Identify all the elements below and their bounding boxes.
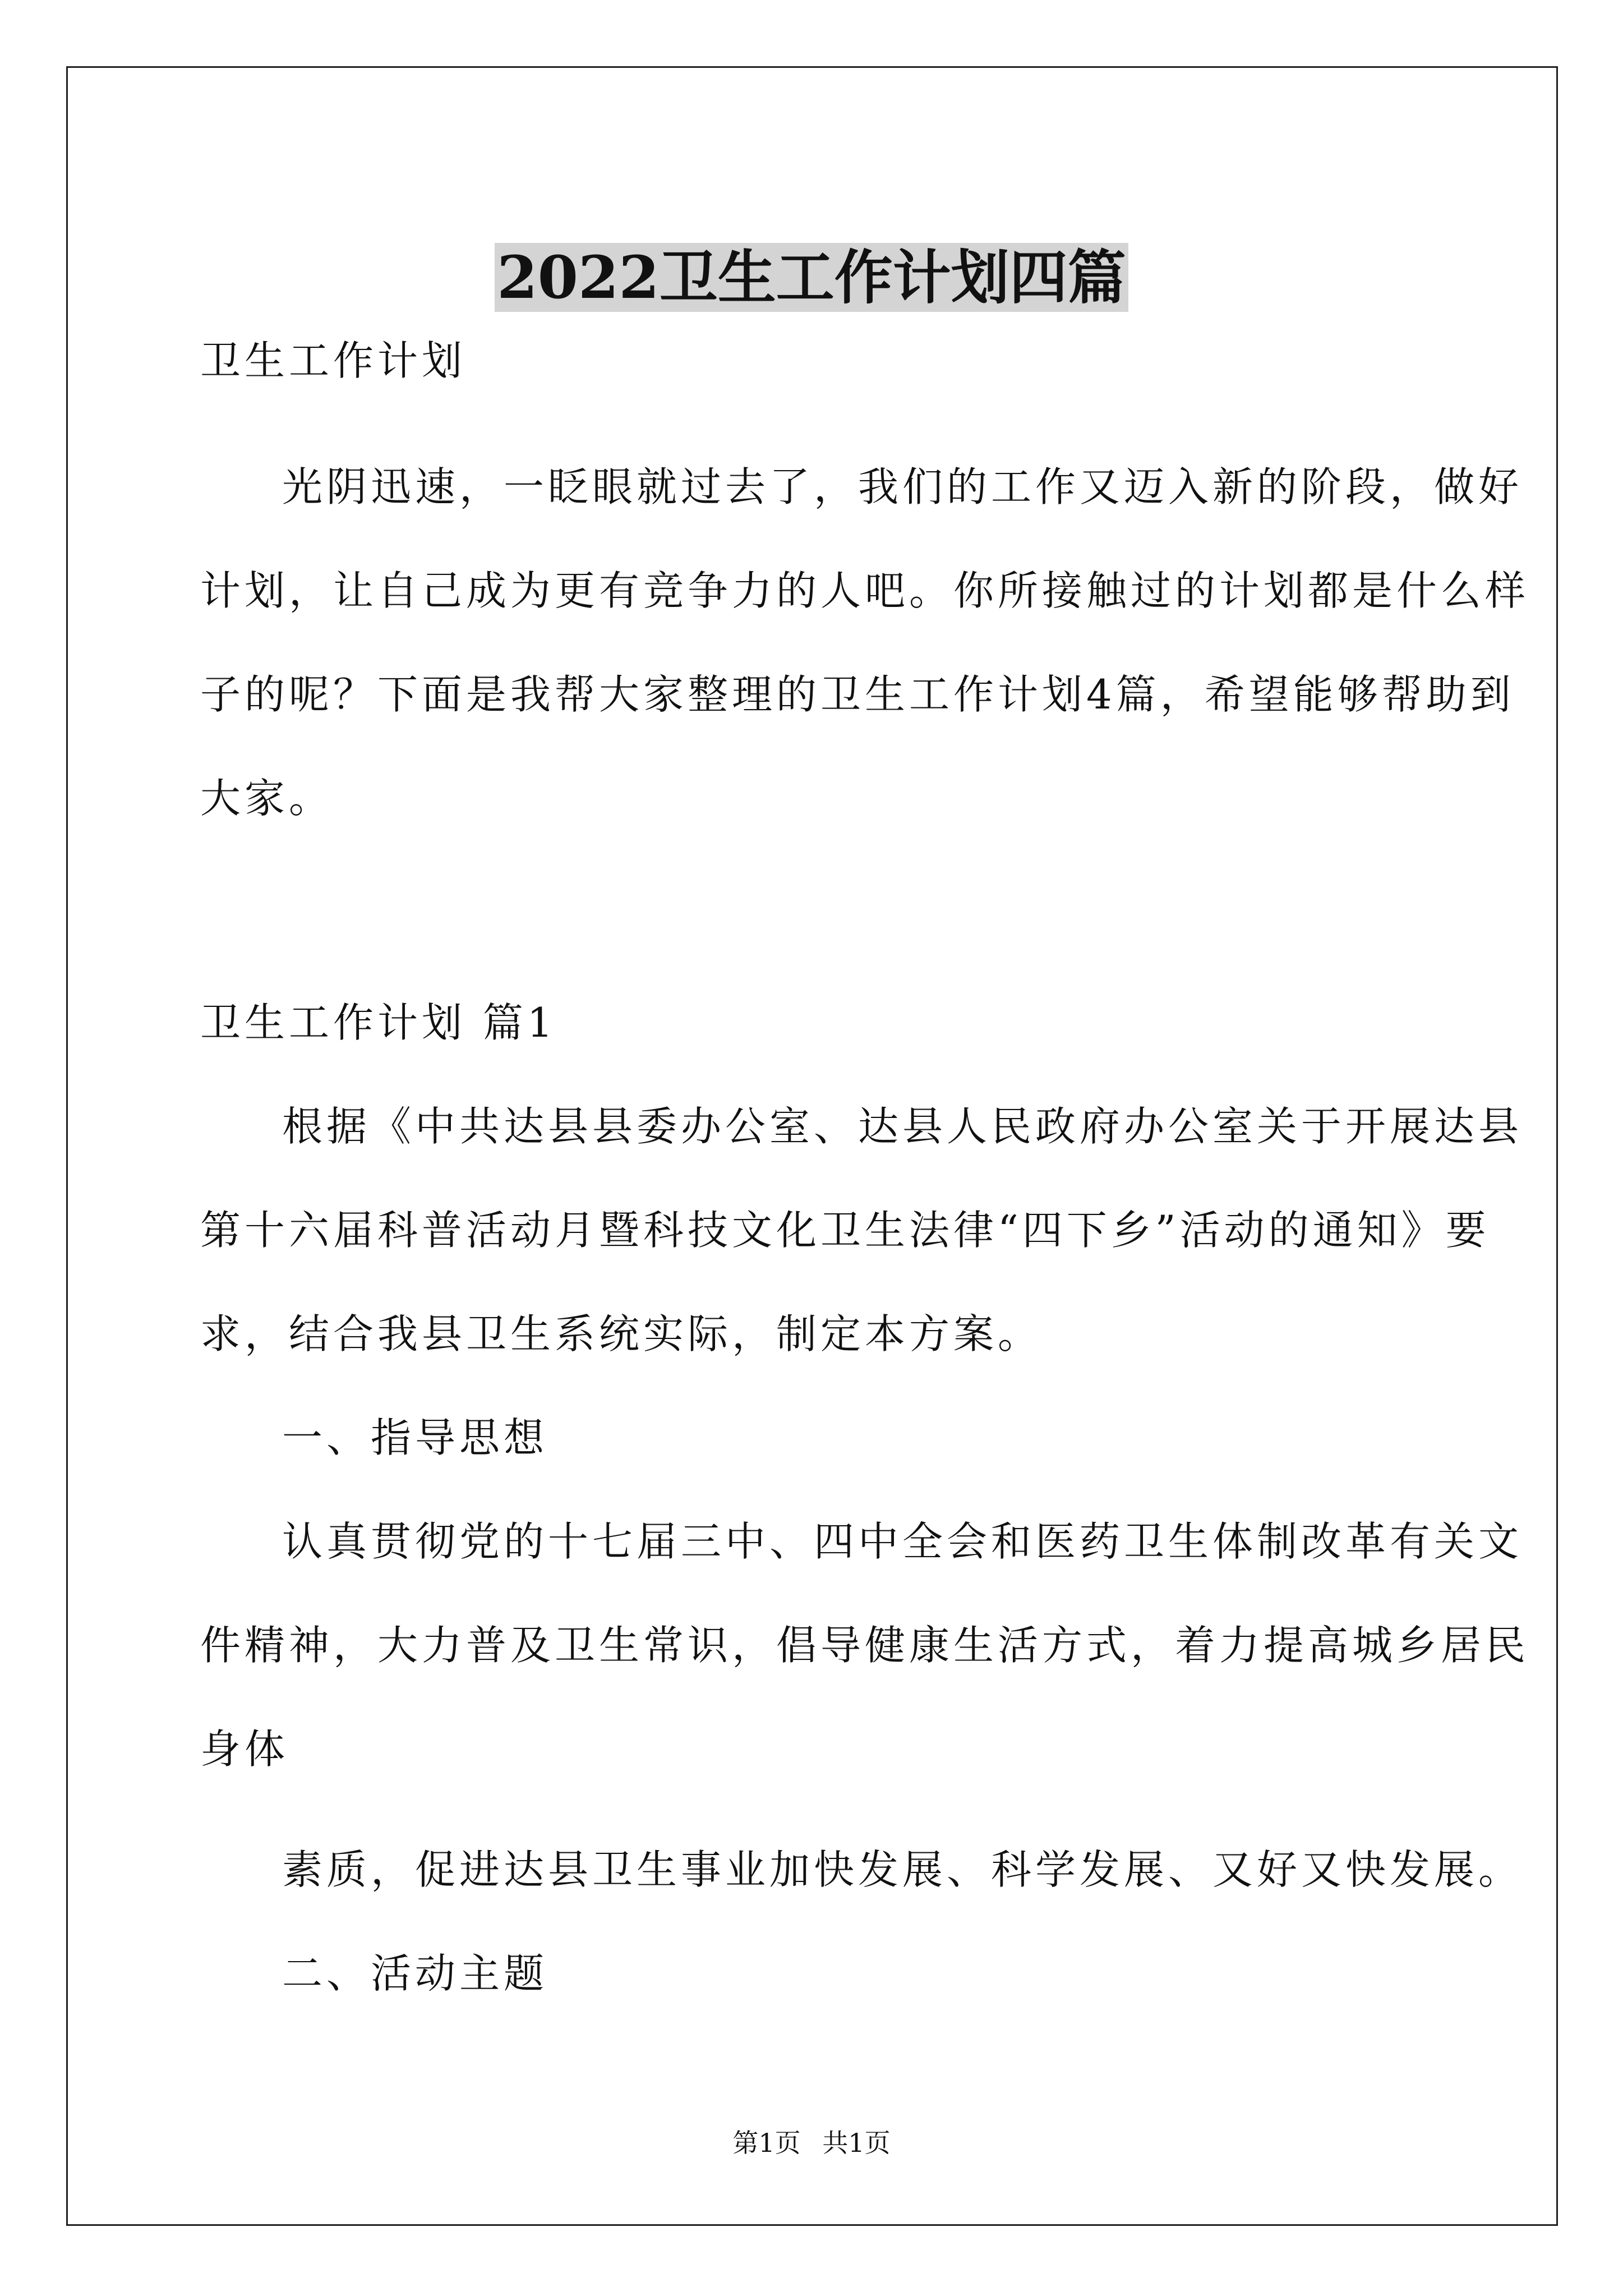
paragraph-line: 大家。 [200, 775, 334, 822]
paragraph-line: 子的呢？下面是我帮大家整理的卫生工作计划4篇，希望能够帮助到 [200, 671, 1515, 718]
paragraph-line: 计划，让自己成为更有竞争力的人吧。你所接触过的计划都是什么样 [200, 567, 1530, 614]
page-footer [0, 2126, 1623, 2160]
document-title: 2022卫生工作计划四篇 [0, 238, 1623, 317]
paragraph-line: 求，结合我县卫生系统实际，制定本方案。 [200, 1310, 1043, 1358]
paragraph-line: 认真贯彻党的十七届三中、四中全会和医药卫生体制改革有关文 [282, 1518, 1523, 1565]
paragraph-line: 光阴迅速，一眨眼就过去了，我们的工作又迈入新的阶段，做好 [282, 463, 1523, 510]
paragraph-line: 第十六届科普活动月暨科技文化卫生法律“四下乡”活动的通知》要 [200, 1207, 1490, 1254]
paragraph-line: 根据《中共达县县委办公室、达县人民政府办公室关于开展达县 [282, 1103, 1523, 1150]
section-heading: 卫生工作计划 [200, 337, 467, 384]
paragraph-line: 件精神，大力普及卫生常识，倡导健康生活方式，着力提高城乡居民 [200, 1622, 1530, 1669]
page-number: 第1页 [732, 2128, 801, 2158]
paragraph-line: 素质，促进达县卫生事业加快发展、科学发展、又好又快发展。 [282, 1846, 1523, 1893]
section-heading: 卫生工作计划 篇1 [200, 999, 557, 1046]
paragraph-line: 身体 [200, 1726, 289, 1773]
page-count: 共1页 [822, 2128, 891, 2158]
subheading: 一、指导思想 [282, 1414, 548, 1461]
subheading: 二、活动主题 [282, 1950, 548, 1997]
